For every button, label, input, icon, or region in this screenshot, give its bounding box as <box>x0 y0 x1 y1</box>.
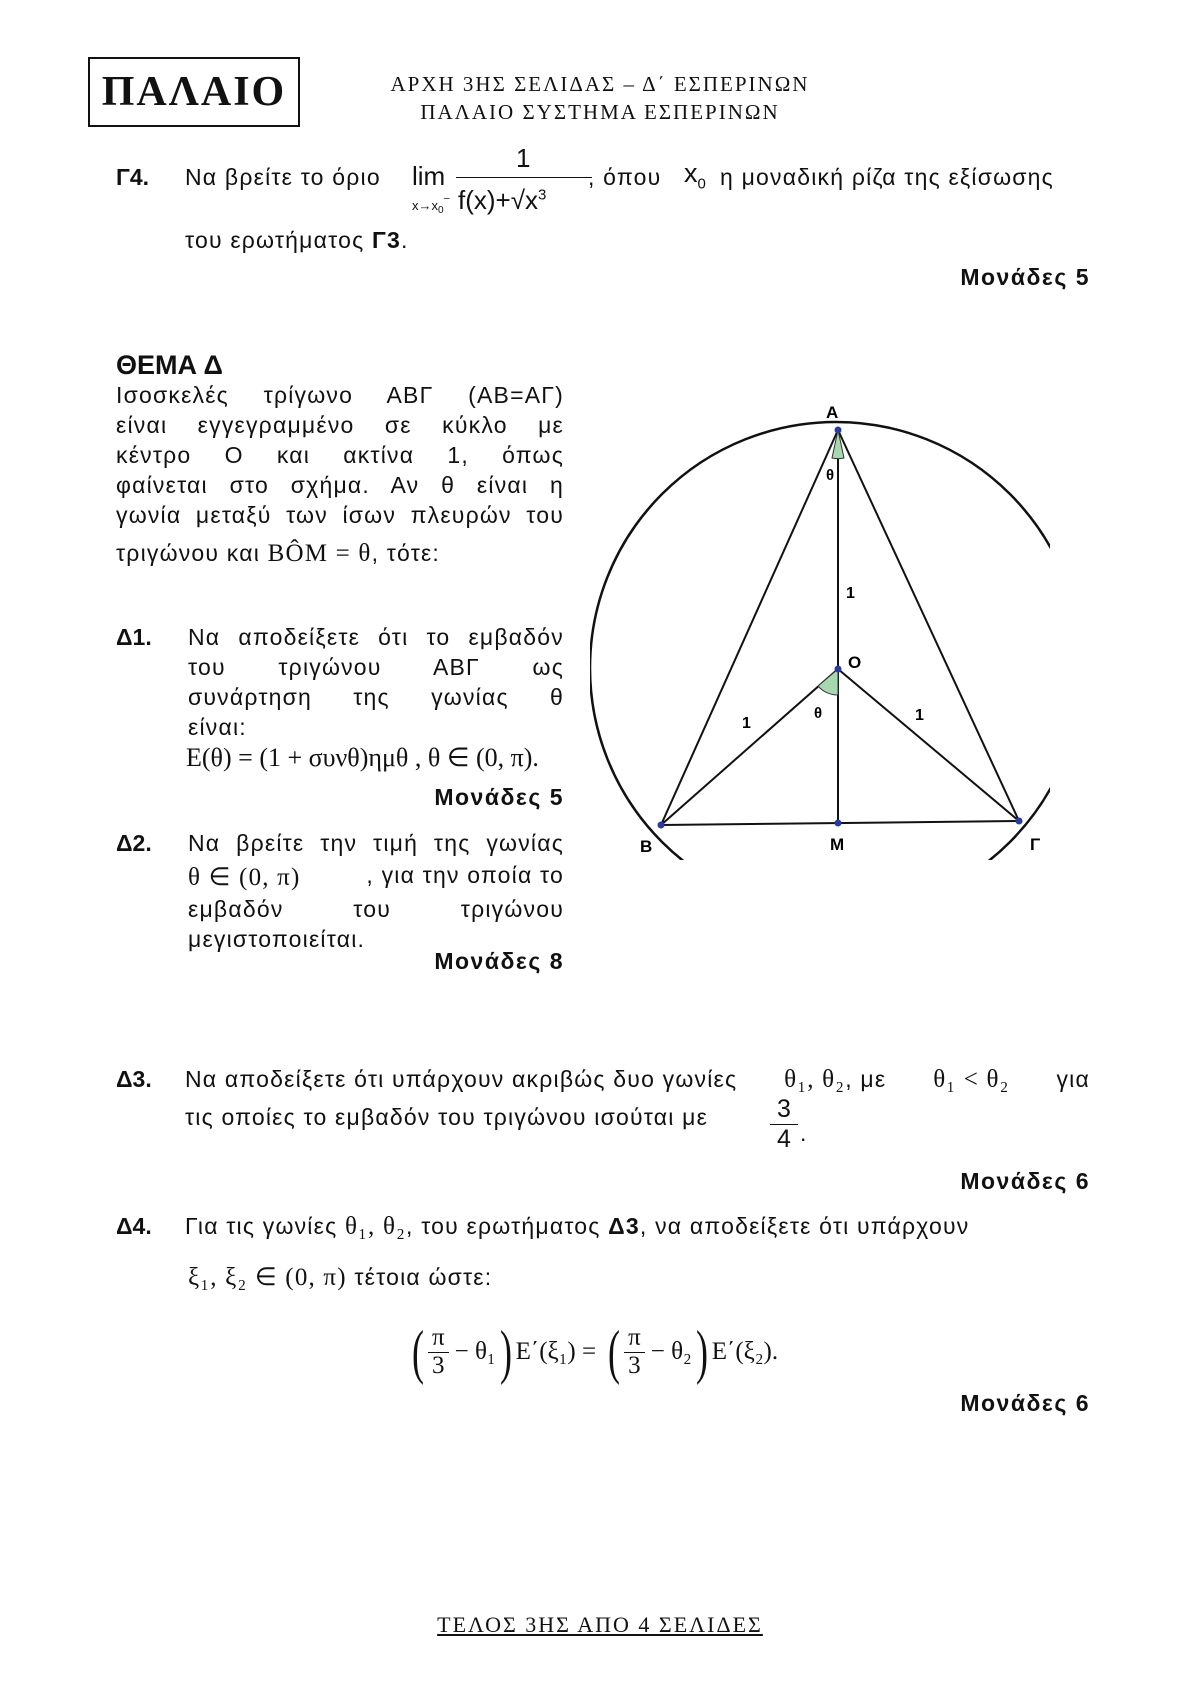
lim-word: lim <box>412 161 446 191</box>
d4-line2-text: τέτοια ώστε: <box>354 1264 493 1290</box>
point-b <box>658 822 665 829</box>
d3-fraction-three-quarters <box>770 1095 798 1154</box>
x0-letter: x <box>684 158 698 188</box>
d3-label: Δ3. <box>116 1066 152 1092</box>
d4-equation <box>408 1312 778 1392</box>
label-b: Β <box>640 837 653 856</box>
d4-line-2 <box>188 1262 492 1292</box>
d3-line1-with: , με <box>845 1066 887 1092</box>
d4-xi-domain: ξ₁, ξ₂ ∈ (0, π) <box>188 1264 347 1291</box>
label-length-ao: 1 <box>846 585 855 602</box>
eq-e-prime-xi2: E΄(ξ₂). <box>711 1338 779 1365</box>
circumcircle <box>590 422 1050 860</box>
g4-label: Γ4. <box>116 164 150 190</box>
limit-den-text: f(x)+√x <box>458 185 538 215</box>
paren-close-1: ) <box>499 1319 512 1385</box>
lim-sub-text: x→x <box>412 198 438 213</box>
frac-a-num: π <box>428 1325 449 1352</box>
label-theta-top: θ <box>826 467 835 484</box>
d1-marks: Μονάδες 5 <box>434 784 564 810</box>
eq-e-prime-xi1: E΄(ξ₁) = <box>515 1338 597 1365</box>
label-m: Μ <box>830 835 845 854</box>
frac-b-num: π <box>624 1325 645 1352</box>
g4-marks: Μονάδες 5 <box>960 264 1090 290</box>
d3-line2-text: τις οποίες το εμβαδόν του τριγώνου ισούται με <box>185 1104 709 1130</box>
d4-line1-question: , του ερωτήματος <box>406 1213 601 1239</box>
d2-label: Δ2. <box>116 830 152 856</box>
angle-bom-expression: BÔM = θ <box>267 540 372 567</box>
header-line-1: ΑΡΧΗ 3ΗΣ ΣΕΛΙΔΑΣ – Δ΄ ΕΣΠΕΡΙΝΩΝ <box>390 72 810 96</box>
intro-line-5: γωνία μεταξύ των ίσων πλευρών του <box>116 502 564 528</box>
label-length-og: 1 <box>915 707 924 724</box>
paren-close-2: ) <box>695 1319 708 1385</box>
d4-ref-d3: Δ3 <box>608 1213 640 1239</box>
frac-pi-over-3-b <box>624 1325 645 1379</box>
point-o <box>835 666 842 673</box>
point-a <box>835 427 842 434</box>
intro-line-6 <box>116 540 440 568</box>
paren-open-1: ( <box>411 1319 424 1385</box>
d4-marks: Μονάδες 6 <box>960 1390 1090 1416</box>
g4-text-a: Να βρείτε το όριο <box>185 164 381 190</box>
header-line-2: ΠΑΛΑΙΟ ΣΥΣΤΗΜΑ ΕΣΠΕΡΙΝΩΝ <box>420 100 780 124</box>
g4-line2-end: . <box>400 227 409 253</box>
label-a: Α <box>826 403 839 422</box>
eq-minus-theta2: − θ₂ <box>650 1338 692 1365</box>
d4-thetas: θ₁, θ₂ <box>344 1213 407 1240</box>
d2-line-2 <box>188 862 564 892</box>
label-o: Ο <box>848 653 862 672</box>
d3-line-2 <box>185 1104 708 1131</box>
d2-marks: Μονάδες 8 <box>434 948 564 974</box>
intro-last-text: τριγώνου και <box>116 540 261 566</box>
label-g: Γ <box>1030 835 1041 854</box>
segment-ob <box>661 669 838 825</box>
frac-pi-over-3-a <box>428 1325 449 1379</box>
d3-line1-for: για <box>1056 1066 1090 1092</box>
point-m <box>835 820 842 827</box>
lim-subscript <box>412 193 450 216</box>
frac-b-den: 3 <box>628 1351 641 1379</box>
d3-line2-end: . <box>800 1120 808 1146</box>
point-g <box>1016 818 1023 825</box>
eq-minus-theta1: − θ₁ <box>454 1338 496 1365</box>
d3-marks: Μονάδες 6 <box>960 1168 1090 1194</box>
lim-sub-index: 0 <box>438 205 444 216</box>
intro-line-4: φαίνεται στο σχήμα. Αν θ είναι η <box>116 472 564 498</box>
x0-symbol <box>684 158 706 192</box>
d1-line-3: συνάρτηση της γωνίας θ <box>188 684 564 710</box>
d3-line1-text: Να αποδείξετε ότι υπάρχουν ακριβώς δυο γωνίες <box>185 1066 738 1092</box>
limit-numerator: 1 <box>516 143 531 173</box>
intro-last-end: , τότε: <box>371 540 441 566</box>
page-footer: ΤΕΛΟΣ 3ΗΣ ΑΠΟ 4 ΣΕΛΙΔΕΣ <box>437 1612 763 1637</box>
d4-line-1 <box>185 1213 969 1241</box>
d2-line-3: εμβαδόν του τριγώνου <box>188 896 564 922</box>
limit-denominator <box>458 185 546 216</box>
d3-frac-den: 4 <box>777 1125 791 1153</box>
side-ab <box>661 430 838 825</box>
d1-line-4: είναι: <box>188 714 247 740</box>
limit-fraction-bar <box>456 177 592 178</box>
g4-text-c: η μοναδική ρίζα της εξίσωσης <box>720 164 1054 190</box>
label-theta-center: θ <box>814 705 823 722</box>
d1-area-formula: E(θ) = (1 + συνθ)ημθ , θ ∈ (0, π). <box>186 743 539 772</box>
d2-line-1: Να βρείτε την τιμή της γωνίας <box>188 830 564 856</box>
intro-line-1: Ισοσκελές τρίγωνο ΑΒΓ (ΑΒ=ΑΓ) <box>116 382 564 408</box>
x0-sub: 0 <box>697 175 706 193</box>
frac-a-den: 3 <box>432 1351 445 1379</box>
limit-den-sup: 3 <box>538 186 547 204</box>
g4-text-b: , όπου <box>588 164 662 190</box>
d3-line-1 <box>185 1066 1090 1094</box>
g4-line2-text: του ερωτήματος <box>185 227 365 253</box>
angle-theta-center-mark <box>818 669 838 695</box>
g4-ref-g3: Γ3 <box>371 227 401 253</box>
d3-theta-inequality: θ₁ < θ₂ <box>933 1066 1010 1093</box>
segment-og <box>838 669 1019 821</box>
d3-frac-num: 3 <box>770 1095 798 1125</box>
d4-line1-text: Για τις γωνίες <box>185 1213 338 1239</box>
d1-label: Δ1. <box>116 624 152 650</box>
paren-open-2: ( <box>608 1319 621 1385</box>
g4-limit-expression <box>412 143 592 223</box>
triangle-circle-figure <box>590 400 1050 860</box>
d4-line1-end: , να αποδείξετε ότι υπάρχουν <box>639 1213 970 1239</box>
g4-line-2 <box>185 227 409 254</box>
d2-theta-domain: θ ∈ (0, π) <box>188 864 301 891</box>
lim-sub-sup: − <box>443 193 450 205</box>
intro-line-2: είναι εγγεγραμμένο σε κύκλο με <box>116 412 564 438</box>
old-system-stamp: ΠΑΛΑΙΟ <box>88 57 300 127</box>
side-ag <box>838 430 1019 821</box>
d2-line2-text: , για την οποία το <box>366 862 564 888</box>
theme-title: ΘΕΜΑ Δ <box>116 350 223 380</box>
angle-theta-top-mark <box>832 430 844 459</box>
d2-line-4: μεγιστοποιείται. <box>188 926 366 952</box>
d4-label: Δ4. <box>116 1213 152 1239</box>
d1-line-2: του τριγώνου ΑΒΓ ως <box>188 654 564 680</box>
intro-line-3: κέντρο Ο και ακτίνα 1, όπως <box>116 442 564 468</box>
label-length-ob: 1 <box>742 715 751 732</box>
d3-thetas: θ₁, θ₂ <box>784 1066 846 1093</box>
d1-line-1: Να αποδείξετε ότι το εμβαδόν <box>188 624 564 650</box>
